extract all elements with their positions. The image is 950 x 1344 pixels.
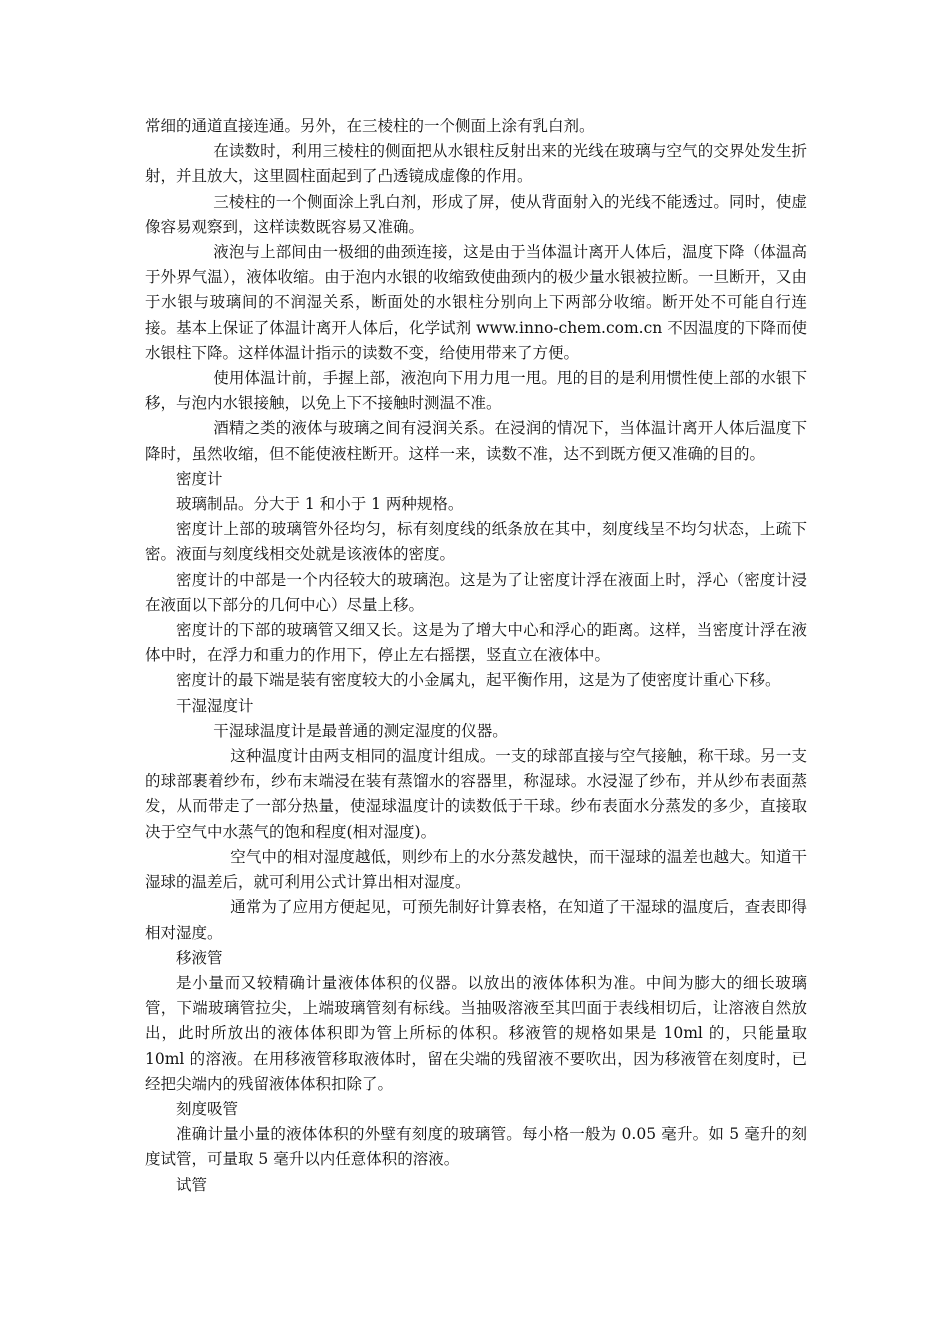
paragraph: 密度计的最下端是装有密度较大的小金属丸，起平衡作用，这是为了使密度计重心下移。 — [176, 671, 781, 690]
section-heading: 试管 — [176, 1175, 208, 1194]
paragraph: 在读数时，利用三棱柱的侧面把从水银柱反射出来的光线在玻璃与空气的交界处发生折射，并且放大，这里圆柱面起到了凸透镜成虚像的作用。 — [145, 142, 807, 186]
paragraph: 密度计的下部的玻璃管又细又长。这是为了增大中心和浮心的距离。这样，当密度计浮在液体中时，在浮力和重力的作用下，停止左右摇摆，竖直立在液体中。 — [145, 621, 807, 665]
section-heading: 干湿湿度计 — [176, 696, 254, 715]
section-heading: 移液管 — [176, 948, 223, 967]
paragraph: 密度计上部的玻璃管外径均匀，标有刻度线的纸条放在其中，刻度线呈不均匀状态，上疏下密。液面与刻度线相交处就是该液体的密度。 — [145, 520, 807, 564]
paragraph: 三棱柱的一个侧面涂上乳白剂，形成了屏，使从背面射入的光线不能透过。同时，使虚像容易观察到，这样读数既容易又准确。 — [145, 192, 807, 236]
paragraph: 通常为了应用方便起见，可预先制好计算表格，在知道了干湿球的温度后，查表即得相对湿度。 — [145, 898, 807, 942]
paragraph: 液泡与上部间由一极细的曲颈连接，这是由于当体温计离开人体后，温度下降（体温高于外界气温），液体收缩。由于泡内水银的收缩致使曲颈内的极少量水银被拉断。一旦断开，又由于水银与玻璃间的不润湿关系，断面处的水银柱分别向上下两部分收缩。断开处不可能自行连接。基本上保证了体温计离开人体后，化学试剂 www.inno-chem.com.cn 不因温度的下降而使水银柱下降。这样体温计指示的读数不变，给使用带来了方便。 — [145, 243, 807, 362]
paragraph: 常细的通道直接连通。另外，在三棱柱的一个侧面上涂有乳白剂。 — [145, 117, 595, 135]
paragraph: 酒精之类的液体与玻璃之间有浸润关系。在浸润的情况下，当体温计离开人体后温度下降时，虽然收缩，但不能使液柱断开。这样一来，读数不准，达不到既方便又准确的目的。 — [145, 419, 807, 463]
paragraph: 玻璃制品。分大于 1 和小于 1 两种规格。 — [176, 495, 464, 514]
paragraph: 密度计的中部是一个内径较大的玻璃泡。这是为了让密度计浮在液面上时，浮心（密度计浸在液面以下部分的几何中心）尽量上移。 — [145, 570, 807, 614]
section-heading: 密度计 — [176, 469, 223, 488]
section-heading: 刻度吸管 — [176, 1099, 239, 1118]
paragraph: 干湿球温度计是最普通的测定湿度的仪器。 — [213, 721, 508, 740]
paragraph: 这种温度计由两支相同的温度计组成。一支的球部直接与空气接触，称干球。另一支的球部裹着纱布，纱布末端浸在装有蒸馏水的容器里，称湿球。水浸湿了纱布，并从纱布表面蒸发，从而带走了一部分热量，使湿球温度计的读数低于干球。纱布表面水分蒸发的多少，直接取决于空气中水蒸气的饱和程度(相对湿度)。 — [145, 747, 807, 841]
paragraph: 是小量而又较精确计量液体体积的仪器。以放出的液体体积为准。中间为膨大的细长玻璃管，下端玻璃管拉尖，上端玻璃管刻有标线。当抽吸溶液至其凹面于表线相切后，让溶液自然放出，此时所放出的液体体积即为管上所标的体积。移液管的规格如果是 10ml 的，只能量取 10ml 的溶液。在用移液管移取液体时，留在尖端的残留液不要吹出，因为移液管在刻度时，已经把尖端内的残留液体体积扣除了。 — [145, 973, 807, 1093]
paragraph: 准确计量小量的液体体积的外壁有刻度的玻璃管。每小格一般为 0.05 毫升。如 5 毫升的刻度试管，可量取 5 毫升以内任意体积的溶液。 — [145, 1125, 807, 1169]
paragraph: 使用体温计前，手握上部，液泡向下用力甩一甩。甩的目的是利用惯性使上部的水银下移，与泡内水银接触，以免上下不接触时测温不准。 — [145, 369, 807, 413]
document-page — [145, 114, 807, 1198]
paragraph: 空气中的相对湿度越低，则纱布上的水分蒸发越快，而干湿球的温差也越大。知道干湿球的温差后，就可利用公式计算出相对湿度。 — [145, 847, 807, 892]
